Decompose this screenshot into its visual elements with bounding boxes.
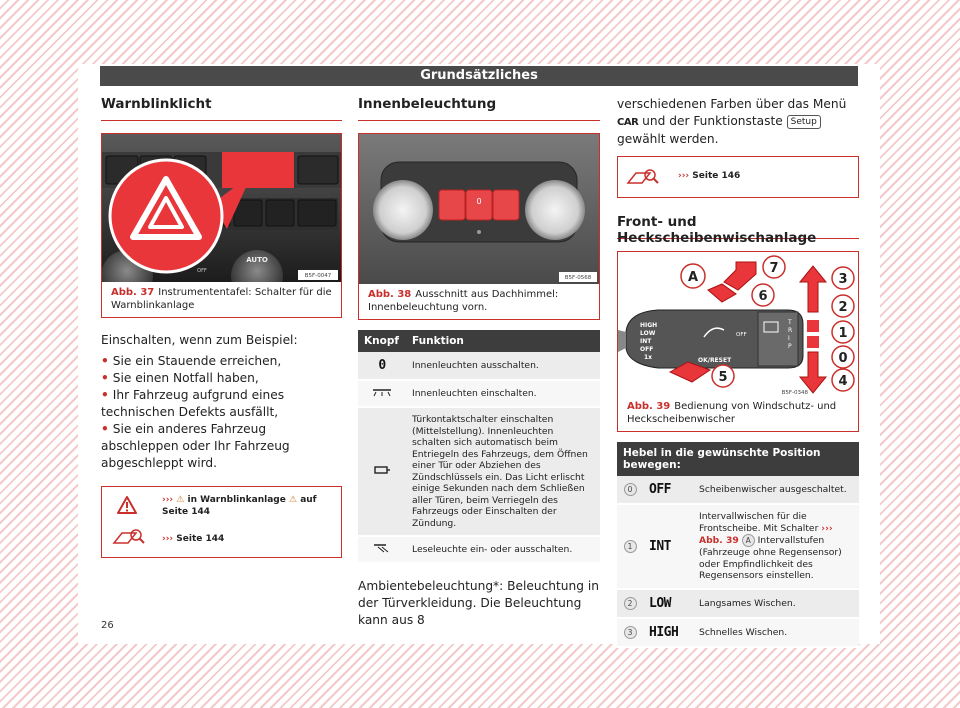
chapter-header: Grundsätzliches — [100, 66, 858, 86]
figure-reference-link[interactable]: ››› Abb. 39 — [699, 522, 833, 546]
svg-text:5: 5 — [718, 370, 728, 385]
roof-light-illustration — [359, 134, 599, 284]
table-row: 0 Innenleuchten ausschalten. — [358, 352, 600, 380]
figure-37-image — [102, 134, 341, 282]
svg-text:OFF: OFF — [736, 332, 747, 338]
svg-text:LOW: LOW — [640, 330, 656, 337]
list-item: • Sie ein Stauende erreichen, — [101, 354, 282, 368]
svg-text:R: R — [788, 327, 793, 334]
ambient-light-continued: verschiedenen Farben über das Menü CAR und der Funktionstaste Setup gewählt werden. — [617, 97, 847, 146]
off2-label: OFF — [197, 268, 207, 274]
setup-key: Setup — [787, 115, 821, 129]
caption-text: Instrumententafel: Schalter für die Warnblinkanlage — [111, 287, 332, 311]
svg-text:1: 1 — [838, 326, 848, 341]
svg-text:T: T — [788, 319, 792, 326]
warning-triangle-icon — [116, 495, 138, 515]
ambient-light-text: Ambientebeleuchtung*: Beleuchtung in der Türverkleidung. Die Beleuchtung kann aus 8 — [358, 579, 599, 627]
table-header-knopf: Knopf — [358, 330, 406, 352]
svg-text:0: 0 — [476, 197, 482, 206]
figure-37-caption — [102, 282, 341, 317]
figure-38-caption: Abb. 38 Ausschnitt aus Dachhimmel: Innenbeleuchtung vorn. — [368, 289, 559, 313]
note-reference[interactable]: ››› Seite 146 — [678, 171, 741, 181]
svg-text:A: A — [687, 270, 699, 285]
note-book-icon — [626, 167, 660, 187]
svg-text:1x: 1x — [644, 354, 653, 361]
warning-reference[interactable]: ››› ⚠ in Warnblinkanlage ⚠ auf Seite 144 — [162, 495, 317, 517]
svg-text:7: 7 — [769, 261, 779, 276]
figure-code: B5F-0047 — [304, 273, 332, 279]
svg-text:I: I — [788, 335, 790, 342]
table-row: 1 INT Intervallwischen für die Frontscheibe. Mit Schalter ››› Abb. 39 A Intervallstufen (Fahrzeuge ohne Regensensor) oder Empfindlichkeit des Regensensors einstellen. — [617, 504, 859, 589]
svg-text:OFF: OFF — [640, 346, 654, 353]
interior-light-icon — [371, 387, 393, 397]
table-row: 3 HIGH Schnelles Wischen. — [617, 618, 859, 647]
svg-text:OK/RESET: OK/RESET — [698, 357, 732, 364]
table-row: Leseleuchte ein- oder ausschalten. — [358, 536, 600, 563]
column-wischanlage — [617, 96, 859, 648]
table-row: Türkontaktschalter einschalten (Mittelstellung). Innenleuchten schalten sich automatisch beim Entriegeln des Fahrzeugs, dem Öffnen einer Tür oder Abziehen des Zündschlüssels ein. Das Licht erlischt einige Sekunden nach dem Schließen aller Türen, beim Verriegeln des Fahrzeugs oder Einschalten der Zündung. — [358, 407, 600, 536]
svg-text:INT: INT — [640, 338, 652, 345]
table-row: 0 OFF Scheibenwischer ausgeschaltet. — [617, 476, 859, 504]
figure-39-caption: Abb. 39 Bedienung von Windschutz- und Heckscheibenwischer — [627, 401, 837, 425]
svg-text:3: 3 — [838, 272, 848, 287]
hazard-intro: Einschalten, wenn zum Beispiel: — [101, 333, 298, 347]
svg-text:P: P — [788, 343, 792, 350]
ambient-note-box — [617, 156, 859, 198]
car-icon: CAR — [617, 117, 639, 128]
figure-39-image — [618, 252, 858, 396]
page-number: 26 — [101, 620, 114, 631]
zero-icon: 0 — [378, 358, 386, 373]
svg-text:6: 6 — [758, 289, 768, 304]
svg-text:HIGH: HIGH — [640, 322, 658, 329]
wiper-stalk-illustration — [618, 252, 857, 396]
interior-light-table — [358, 330, 600, 564]
svg-text:B5F-0568: B5F-0568 — [564, 275, 592, 281]
reading-light-icon — [372, 543, 392, 553]
figure-39 — [617, 251, 859, 432]
door-contact-icon — [373, 465, 391, 475]
hazard-panel-illustration — [102, 134, 341, 282]
section-title-warnblinklicht: Warnblinklicht — [101, 96, 342, 121]
column-innenbeleuchtung — [358, 96, 600, 629]
table-row: Innenleuchten einschalten. — [358, 380, 600, 407]
figure-37 — [101, 133, 342, 318]
svg-text:2: 2 — [838, 300, 848, 315]
list-item: • Sie ein anderes Fahrzeug abschleppen oder Ihr Fahrzeug abgeschleppt wird. — [101, 422, 290, 470]
svg-text:B5F-0348: B5F-0348 — [781, 390, 808, 396]
hazard-reference-box — [101, 486, 342, 558]
section-title-wischanlage: Front- und Heckscheibenwischanlage — [617, 214, 859, 239]
svg-text:4: 4 — [838, 374, 848, 389]
auto-label: AUTO — [246, 256, 268, 264]
hazard-bullet-list — [101, 353, 342, 472]
list-item: • Ihr Fahrzeug aufgrund eines technischen Defekts ausfällt, — [101, 388, 285, 419]
caption-label: Abb. 37 — [111, 287, 155, 298]
list-item: • Sie einen Notfall haben, — [101, 371, 259, 385]
figure-38 — [358, 133, 600, 320]
section-title-innenbeleuchtung: Innenbeleuchtung — [358, 96, 600, 121]
figure-38-image — [359, 134, 599, 284]
table-row: 2 LOW Langsames Wischen. — [617, 589, 859, 618]
note-reference[interactable]: ››› Seite 144 — [162, 534, 225, 544]
table-header-hebel: Hebel in die gewünschte Position bewegen: — [617, 442, 859, 476]
wiper-position-table — [617, 442, 859, 648]
table-header-funktion: Funktion — [406, 330, 600, 352]
note-book-icon — [112, 527, 146, 547]
svg-text:0: 0 — [838, 351, 848, 366]
column-warnblinklicht — [101, 96, 342, 558]
